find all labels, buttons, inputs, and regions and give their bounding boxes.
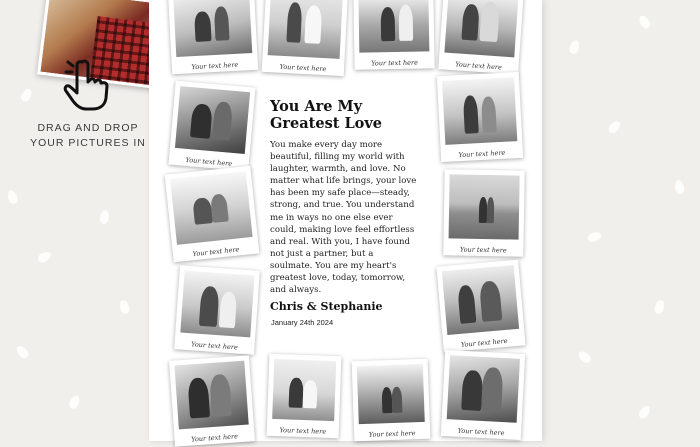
photo-slot-4[interactable] bbox=[438, 0, 524, 75]
photo-image bbox=[175, 86, 250, 154]
photo-slot-5[interactable] bbox=[168, 81, 255, 172]
photo-slot-13[interactable] bbox=[352, 359, 431, 442]
card-message[interactable]: You make every day more beautiful, filling my world with laughter, warmth, and love. No matter what life brings, your love has been my safe place—steady, strong, and true. You understand me in ways no one else ever could, making love feel effortless and real. With you, I have found not just a partner, but a soulmate. You are my heart's greatest love, today, tomorrow, and always. bbox=[270, 140, 417, 296]
background-petal bbox=[99, 209, 110, 224]
background-petal bbox=[19, 87, 34, 104]
photo-slot-11[interactable] bbox=[169, 355, 255, 446]
photo-slot-14[interactable] bbox=[441, 350, 525, 440]
photo-image bbox=[449, 174, 520, 239]
background-petal bbox=[36, 250, 53, 265]
background-petal bbox=[637, 14, 652, 31]
background-petal bbox=[568, 39, 581, 55]
photo-slot-7[interactable] bbox=[165, 166, 260, 263]
photo-caption[interactable]: Your text here bbox=[454, 60, 503, 72]
photo-slot-2[interactable] bbox=[262, 0, 348, 76]
photo-caption[interactable]: Your text here bbox=[458, 148, 506, 160]
photo-caption[interactable]: Your text here bbox=[190, 432, 239, 444]
photo-image bbox=[357, 364, 425, 424]
photo-slot-8[interactable] bbox=[443, 169, 524, 256]
background-petal bbox=[586, 230, 602, 243]
instruction-line-2: YOUR PICTURES IN bbox=[30, 137, 146, 149]
photo-caption[interactable]: Your text here bbox=[457, 426, 505, 438]
card-title[interactable] bbox=[270, 98, 420, 132]
photo-image bbox=[272, 359, 336, 421]
photo-caption[interactable]: Your text here bbox=[192, 245, 240, 259]
instruction-line-1: DRAG AND DROP bbox=[37, 122, 139, 134]
photo-caption[interactable]: Your text here bbox=[279, 426, 327, 436]
background-petal bbox=[606, 119, 622, 135]
photo-caption[interactable]: Your text here bbox=[368, 429, 416, 439]
photo-slot-1[interactable] bbox=[168, 0, 258, 74]
couple-names[interactable]: Chris & Stephanie bbox=[270, 300, 383, 313]
photo-image bbox=[174, 361, 248, 430]
photo-image bbox=[442, 265, 519, 335]
photo-caption[interactable]: Your text here bbox=[190, 340, 239, 352]
photo-image bbox=[180, 271, 254, 338]
photo-caption[interactable]: Your text here bbox=[279, 62, 327, 74]
photo-image bbox=[444, 0, 518, 57]
photo-slot-6[interactable] bbox=[437, 72, 523, 162]
hand-pointer-icon bbox=[60, 58, 112, 112]
photo-caption[interactable]: Your text here bbox=[371, 58, 419, 68]
background-petal bbox=[6, 189, 19, 205]
photo-slot-12[interactable] bbox=[267, 354, 342, 438]
photo-slot-3[interactable] bbox=[353, 0, 434, 70]
photo-image bbox=[173, 0, 252, 57]
background-petal bbox=[15, 344, 31, 361]
card-date[interactable]: January 24th 2024 bbox=[271, 318, 334, 327]
photo-image bbox=[170, 171, 252, 245]
background-petal bbox=[674, 179, 685, 194]
background-petal bbox=[637, 404, 652, 421]
photo-caption[interactable]: Your text here bbox=[459, 245, 507, 255]
photo-image bbox=[358, 0, 429, 53]
photo-slot-9[interactable] bbox=[174, 265, 260, 354]
photo-caption[interactable]: Your text here bbox=[185, 155, 233, 168]
background-petal bbox=[118, 299, 130, 315]
photo-slot-10[interactable] bbox=[436, 260, 525, 353]
photo-image bbox=[442, 77, 517, 145]
photo-image bbox=[268, 0, 343, 59]
card-title-line-1[interactable]: You Are My bbox=[270, 98, 362, 115]
photo-caption[interactable]: Your text here bbox=[460, 336, 508, 349]
card-title-line-2[interactable]: Greatest Love bbox=[270, 115, 382, 132]
background-petal bbox=[653, 299, 665, 315]
photo-image bbox=[447, 355, 520, 423]
background-petal bbox=[67, 394, 81, 410]
background-petal bbox=[576, 349, 593, 365]
photo-caption[interactable]: Your text here bbox=[191, 60, 239, 72]
